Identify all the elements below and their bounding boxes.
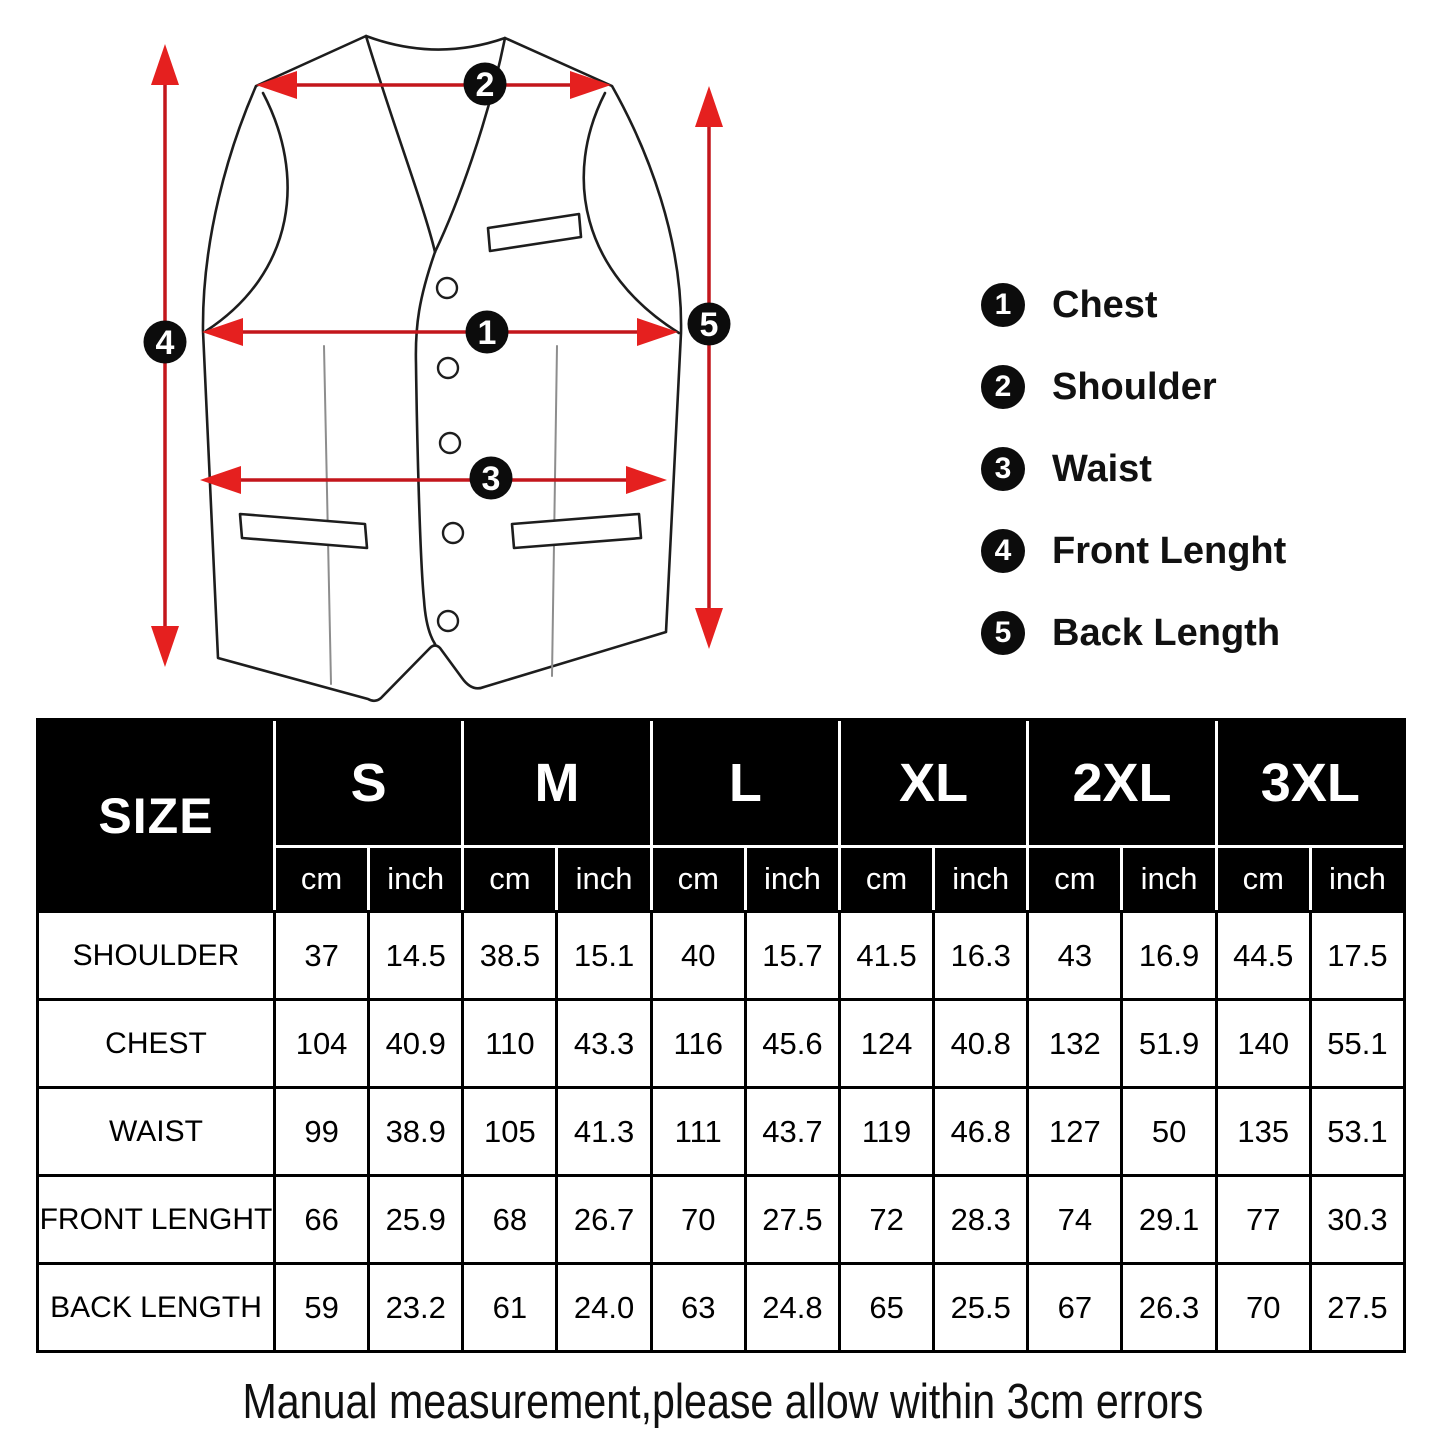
table-cell: 63	[653, 1265, 744, 1350]
unit-header-cm: cm	[276, 848, 367, 910]
legend-badge-3: 3	[981, 447, 1025, 491]
unit-header-inch: inch	[935, 848, 1026, 910]
table-cell: 111	[653, 1089, 744, 1174]
table-cell: 40	[653, 913, 744, 998]
table-cell: 24.0	[558, 1265, 649, 1350]
table-cell: 77	[1218, 1177, 1309, 1262]
svg-text:4: 4	[155, 324, 175, 362]
table-cell: 53.1	[1312, 1089, 1403, 1174]
button-5	[438, 611, 458, 631]
table-cell: 44.5	[1218, 913, 1309, 998]
table-cell: 66	[276, 1177, 367, 1262]
legend-item-chest	[981, 283, 1286, 327]
table-cell: 72	[841, 1177, 932, 1262]
table-cell: 37	[276, 913, 367, 998]
button-1	[437, 278, 457, 298]
table-cell: 15.1	[558, 913, 649, 998]
table-cell: 116	[653, 1001, 744, 1086]
table-cell: 104	[276, 1001, 367, 1086]
table-cell: 65	[841, 1265, 932, 1350]
svg-text:5: 5	[699, 306, 719, 344]
legend-item-waist	[981, 447, 1286, 491]
table-cell: 61	[464, 1265, 555, 1350]
table-cell: 45.6	[747, 1001, 838, 1086]
table-cell: 40.9	[370, 1001, 461, 1086]
table-cell: 70	[1218, 1265, 1309, 1350]
table-cell: 41.3	[558, 1089, 649, 1174]
unit-header-inch: inch	[1123, 848, 1214, 910]
legend-badge-1: 1	[981, 283, 1025, 327]
unit-header-cm: cm	[464, 848, 555, 910]
size-header-m: M	[464, 721, 649, 845]
size-table	[36, 718, 1406, 1353]
table-cell: 30.3	[1312, 1177, 1403, 1262]
chest-badge	[466, 311, 509, 354]
legend-item-front-length	[981, 529, 1286, 573]
table-cell: 43.7	[747, 1089, 838, 1174]
table-cell: 70	[653, 1177, 744, 1262]
table-cell: 26.3	[1123, 1265, 1214, 1350]
legend-badge-5: 5	[981, 611, 1025, 655]
table-cell: 17.5	[1312, 913, 1403, 998]
size-corner-header: SIZE	[39, 721, 273, 910]
size-header-l: L	[653, 721, 838, 845]
table-cell: 16.9	[1123, 913, 1214, 998]
size-table-body	[39, 910, 1403, 1350]
unit-header-cm: cm	[653, 848, 744, 910]
table-cell: 14.5	[370, 913, 461, 998]
table-cell: 26.7	[558, 1177, 649, 1262]
shoulder-badge	[464, 63, 507, 106]
back-length-badge	[688, 303, 731, 346]
svg-text:1: 1	[477, 314, 497, 352]
row-label: BACK LENGTH	[39, 1265, 273, 1350]
table-cell: 51.9	[1123, 1001, 1214, 1086]
size-header-s: S	[276, 721, 461, 845]
table-cell: 24.8	[747, 1265, 838, 1350]
legend-badge-4: 4	[981, 529, 1025, 573]
table-cell: 127	[1029, 1089, 1120, 1174]
legend-badge-2: 2	[981, 365, 1025, 409]
unit-header-inch: inch	[370, 848, 461, 910]
table-cell: 15.7	[747, 913, 838, 998]
table-cell: 23.2	[370, 1265, 461, 1350]
table-cell: 140	[1218, 1001, 1309, 1086]
svg-text:2: 2	[475, 66, 495, 104]
table-cell: 29.1	[1123, 1177, 1214, 1262]
legend-label-front-length: Front Lenght	[1052, 529, 1287, 572]
svg-text:3: 3	[481, 460, 501, 498]
table-cell: 41.5	[841, 913, 932, 998]
unit-header-inch: inch	[558, 848, 649, 910]
table-cell: 59	[276, 1265, 367, 1350]
table-cell: 38.5	[464, 913, 555, 998]
table-cell: 68	[464, 1177, 555, 1262]
legend-label-shoulder: Shoulder	[1052, 365, 1217, 408]
legend-label-chest: Chest	[1052, 283, 1158, 326]
table-cell: 16.3	[935, 913, 1026, 998]
unit-header-cm: cm	[1029, 848, 1120, 910]
size-header-xl: XL	[841, 721, 1026, 845]
table-cell: 119	[841, 1089, 932, 1174]
row-label: WAIST	[39, 1089, 273, 1174]
front-length-badge	[144, 321, 187, 364]
table-cell: 74	[1029, 1177, 1120, 1262]
unit-header-inch: inch	[747, 848, 838, 910]
table-cell: 110	[464, 1001, 555, 1086]
measurement-note-text: Manual measurement,please allow within 3cm errors	[242, 1375, 1203, 1429]
button-2	[438, 358, 458, 378]
table-cell: 43.3	[558, 1001, 649, 1086]
table-cell: 46.8	[935, 1089, 1026, 1174]
button-3	[440, 433, 460, 453]
vest-drawing	[203, 36, 681, 701]
table-cell: 43	[1029, 913, 1120, 998]
legend-item-back-length	[981, 611, 1286, 655]
table-cell: 27.5	[747, 1177, 838, 1262]
size-header-3xl: 3XL	[1218, 721, 1403, 845]
table-cell: 135	[1218, 1089, 1309, 1174]
table-cell: 25.5	[935, 1265, 1026, 1350]
unit-header-cm: cm	[841, 848, 932, 910]
table-cell: 28.3	[935, 1177, 1026, 1262]
table-cell: 50	[1123, 1089, 1214, 1174]
waist-badge	[470, 457, 513, 500]
vest-measurement-diagram	[0, 0, 960, 710]
row-label: CHEST	[39, 1001, 273, 1086]
legend-label-waist: Waist	[1052, 447, 1152, 490]
table-cell: 25.9	[370, 1177, 461, 1262]
legend-label-back-length: Back Length	[1052, 611, 1281, 654]
measurement-note	[0, 1374, 1445, 1430]
table-cell: 124	[841, 1001, 932, 1086]
table-cell: 132	[1029, 1001, 1120, 1086]
measurement-legend	[981, 283, 1286, 693]
table-cell: 99	[276, 1089, 367, 1174]
table-cell: 105	[464, 1089, 555, 1174]
row-label: FRONT LENGHT	[39, 1177, 273, 1262]
table-cell: 55.1	[1312, 1001, 1403, 1086]
table-cell: 67	[1029, 1265, 1120, 1350]
size-header-2xl: 2XL	[1029, 721, 1214, 845]
unit-header-cm: cm	[1218, 848, 1309, 910]
button-4	[443, 523, 463, 543]
back-length-arrow	[695, 86, 723, 649]
table-cell: 27.5	[1312, 1265, 1403, 1350]
row-label: SHOULDER	[39, 913, 273, 998]
size-table-header	[39, 721, 1403, 910]
unit-header-inch: inch	[1312, 848, 1403, 910]
legend-item-shoulder	[981, 365, 1286, 409]
table-cell: 38.9	[370, 1089, 461, 1174]
table-cell: 40.8	[935, 1001, 1026, 1086]
